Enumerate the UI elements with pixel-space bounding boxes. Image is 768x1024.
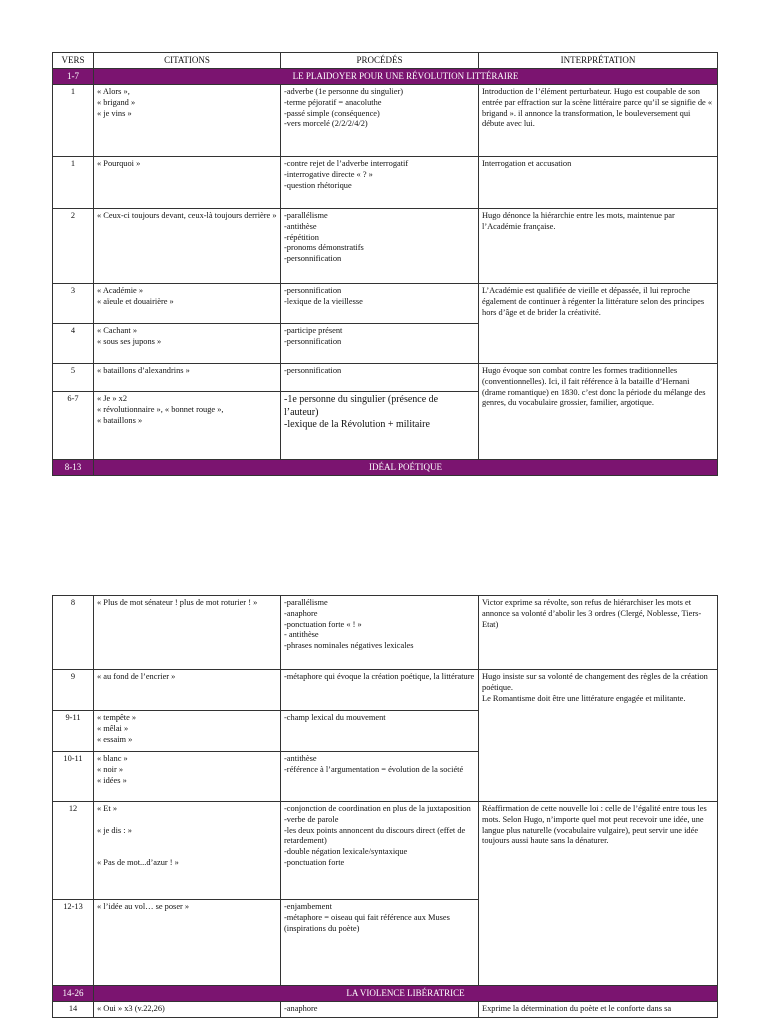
cell-line: « Alors », [97, 87, 130, 96]
cell-line: -anaphore [284, 608, 318, 618]
interpretation-cell: Introduction de l’élément perturbateur. Hugo est coupable de son entrée par effraction sur la scène littéraire parce qu’il se signifie de « brigand ». il annonce la transformation, le bouleversement qui débute avec lui. [479, 85, 718, 157]
procede-cell [281, 392, 479, 460]
cell-line: -répétition [284, 232, 319, 242]
cell-line: « révolutionnaire », « bonnet rouge », [97, 404, 224, 414]
cell-line: « Plus de mot sénateur ! plus de mot roturier ! » [97, 598, 258, 607]
cell-line: -question rhétorique [284, 180, 352, 190]
cell-line: « sous ses jupons » [97, 336, 162, 346]
cell-line: « l’idée au vol… se poser » [97, 902, 190, 911]
interpretation-cell: Hugo insiste sur sa volonté de changement des règles de la création poétique. Le Romantisme doit être une littérature engagée et militante. [479, 670, 718, 802]
cell-line: -double négation lexicale/syntaxique [284, 847, 408, 857]
cell-line [97, 815, 277, 826]
cell-line: -référence à l’argumentation = évolution de la société [284, 764, 464, 774]
vers-cell: 9-11 [53, 711, 94, 752]
section-title: LE PLAIDOYER POUR UNE RÉVOLUTION LITTÉRAIRE [94, 69, 718, 85]
procede-cell [281, 900, 479, 986]
cell-line: -enjambement [284, 902, 332, 911]
cell-line: -parallélisme [284, 211, 328, 220]
cell-line: « au fond de l’encrier » [97, 672, 176, 681]
table-row [53, 670, 718, 711]
citation-cell [94, 596, 281, 670]
cell-line: « je dis : » [97, 825, 132, 835]
cell-line: -contre rejet de l’adverbe interrogatif [284, 159, 409, 168]
cell-line: -participe présent [284, 326, 343, 335]
cell-line: -personnification [284, 366, 342, 375]
section-title: IDÉAL POÉTIQUE [94, 460, 718, 476]
cell-line: « bataillons d’alexandrins » [97, 366, 190, 375]
cell-line: « Et » [97, 804, 118, 813]
vers-cell: 6-7 [53, 392, 94, 460]
citation-cell [94, 157, 281, 209]
section-row [53, 69, 718, 85]
cell-line: « idées » [97, 775, 127, 785]
vers-cell: 10-11 [53, 752, 94, 802]
vers-cell: 4 [53, 324, 94, 364]
section-title: LA VIOLENCE LIBÉRATRICE [94, 986, 718, 1002]
cell-line: -phrases nominales négatives lexicales [284, 641, 414, 651]
procede-cell [281, 752, 479, 802]
analysis-table-part-1 [52, 52, 718, 476]
cell-line [97, 847, 277, 858]
vers-cell: 1 [53, 85, 94, 157]
procede-cell [281, 157, 479, 209]
cell-line: -lexique de la vieillesse [284, 296, 363, 306]
vers-cell: 12-13 [53, 900, 94, 986]
table-row [53, 209, 718, 284]
section-vers: 14-26 [53, 986, 94, 1002]
table-row [53, 85, 718, 157]
cell-line: « essaim » [97, 734, 133, 744]
citation-cell [94, 802, 281, 900]
cell-line: -personnification [284, 254, 342, 264]
interpretation-cell: Interrogation et accusation [479, 157, 718, 209]
procede-cell [281, 596, 479, 670]
vers-cell: 9 [53, 670, 94, 711]
section-vers: 1-7 [53, 69, 94, 85]
vers-cell: 2 [53, 209, 94, 284]
cell-line: -terme péjoratif = anacoluthe [284, 97, 382, 107]
cell-line: -vers morcelé (2/2/2/4/2) [284, 119, 368, 129]
vers-cell: 1 [53, 157, 94, 209]
procede-cell [281, 85, 479, 157]
cell-line: -antithèse [284, 221, 317, 231]
procede-cell [281, 711, 479, 752]
cell-line: -parallélisme [284, 598, 328, 607]
interpretation-cell: Victor exprime sa révolte, son refus de hiérarchiser les mots et annonce sa volonté d’abolir les 3 ordres (Clergé, Noblesse, Tiers-Etat) [479, 596, 718, 670]
vers-cell: 14 [53, 1002, 94, 1018]
citation-cell [94, 711, 281, 752]
cell-line: « Je » x2 [97, 394, 128, 403]
section-row [53, 460, 718, 476]
cell-line: -champ lexical du mouvement [284, 713, 386, 722]
cell-line: -personnification [284, 286, 342, 295]
interpretation-cell: Hugo dénonce la hiérarchie entre les mots, maintenue par l’Académie française. [479, 209, 718, 284]
cell-line: -ponctuation forte « ! » [284, 619, 362, 629]
cell-line: « brigand » [97, 97, 136, 107]
cell-line: -anaphore [284, 1004, 318, 1013]
procede-cell [281, 1002, 479, 1018]
citation-cell [94, 364, 281, 392]
procede-cell [281, 324, 479, 364]
cell-line: -métaphore qui évoque la création poétique, la littérature [284, 672, 475, 681]
citation-cell [94, 670, 281, 711]
header-vers: VERS [53, 53, 94, 69]
cell-line: -interrogative directe « ? » [284, 169, 373, 179]
citation-cell [94, 85, 281, 157]
citation-cell [94, 209, 281, 284]
analysis-table-part-2 [52, 595, 718, 1018]
cell-line: « tempête » [97, 713, 137, 722]
cell-line: « Cachant » [97, 326, 138, 335]
cell-line: -pronoms démonstratifs [284, 243, 364, 253]
cell-line: « Pas de mot...d’azur ! » [97, 857, 179, 867]
citation-cell [94, 1002, 281, 1018]
citation-cell [94, 324, 281, 364]
table-row [53, 284, 718, 324]
citation-cell [94, 284, 281, 324]
procede-cell [281, 364, 479, 392]
cell-line: -lexique de la Révolution + militaire [284, 419, 430, 430]
header-interpretation: INTERPRÉTATION [479, 53, 718, 69]
section-row [53, 986, 718, 1002]
cell-line: « Oui » x3 (v.22,26) [97, 1004, 165, 1013]
header-citations: CITATIONS [94, 53, 281, 69]
interpretation-cell: Hugo évoque son combat contre les formes traditionnelles (conventionnelles). Ici, il fait référence à la bataille d’Hernani (drame romantique) en 1830. c’est donc la période du mélange des genres, du vocabulaire grossier, familier, argotique. [479, 364, 718, 460]
vers-cell: 3 [53, 284, 94, 324]
interpretation-cell: Réaffirmation de cette nouvelle loi : celle de l’égalité entre tous les mots. Selon Hugo, n’importe quel mot peut recevoir une idée, une langue plus naturelle (vocabulaire vulgaire), peut servir une idée toujours aussi haute sans la dénaturer. [479, 802, 718, 986]
vers-cell: 12 [53, 802, 94, 900]
interpretation-cell: Exprime la détermination du poète et le conforte dans sa [479, 1002, 718, 1018]
interpretation-cell: L’Académie est qualifiée de vieille et dépassée, il lui reproche également de continuer à régenter la littérature selon des principes hors d’âge et de brider la créativité. [479, 284, 718, 364]
table-row [53, 1002, 718, 1018]
cell-line: -les deux points annoncent du discours direct (effet de retardement) [284, 825, 468, 846]
cell-line: « Pourquoi » [97, 159, 141, 168]
cell-line: « aïeule et douairière » [97, 296, 174, 306]
cell-line: -passé simple (conséquence) [284, 108, 380, 118]
cell-line: -métaphore = oiseau qui fait référence aux Muses (inspirations du poète) [284, 912, 452, 933]
cell-line [97, 836, 277, 847]
vers-cell: 5 [53, 364, 94, 392]
cell-line: « je vins » [97, 108, 132, 118]
cell-line: -ponctuation forte [284, 857, 345, 867]
table-row [53, 364, 718, 392]
cell-line: « noir » [97, 764, 124, 774]
cell-line: « Académie » [97, 286, 144, 295]
cell-line: « bataillons » [97, 415, 143, 425]
citation-cell [94, 392, 281, 460]
section-vers: 8-13 [53, 460, 94, 476]
table-row [53, 802, 718, 900]
cell-line: -antithèse [284, 754, 317, 763]
vers-cell: 8 [53, 596, 94, 670]
cell-line: « Ceux-ci toujours devant, ceux-là toujours derrière » [97, 211, 277, 220]
citation-cell [94, 900, 281, 986]
table-row [53, 157, 718, 209]
cell-line: - antithèse [284, 630, 319, 640]
cell-line: -verbe de parole [284, 814, 339, 824]
procede-cell [281, 209, 479, 284]
cell-line: -personnification [284, 336, 342, 346]
header-row [53, 53, 718, 69]
table-row [53, 596, 718, 670]
cell-line: -adverbe (1e personne du singulier) [284, 87, 404, 96]
citation-cell [94, 752, 281, 802]
procede-cell [281, 670, 479, 711]
header-procedes: PROCÉDÉS [281, 53, 479, 69]
cell-line: « blanc » [97, 754, 128, 763]
cell-line: -conjonction de coordination en plus de la juxtaposition [284, 804, 471, 813]
procede-cell [281, 802, 479, 900]
cell-line: -1e personne du singulier (présence de l’auteur) [284, 394, 441, 418]
cell-line: « mêlai » [97, 723, 129, 733]
procede-cell [281, 284, 479, 324]
